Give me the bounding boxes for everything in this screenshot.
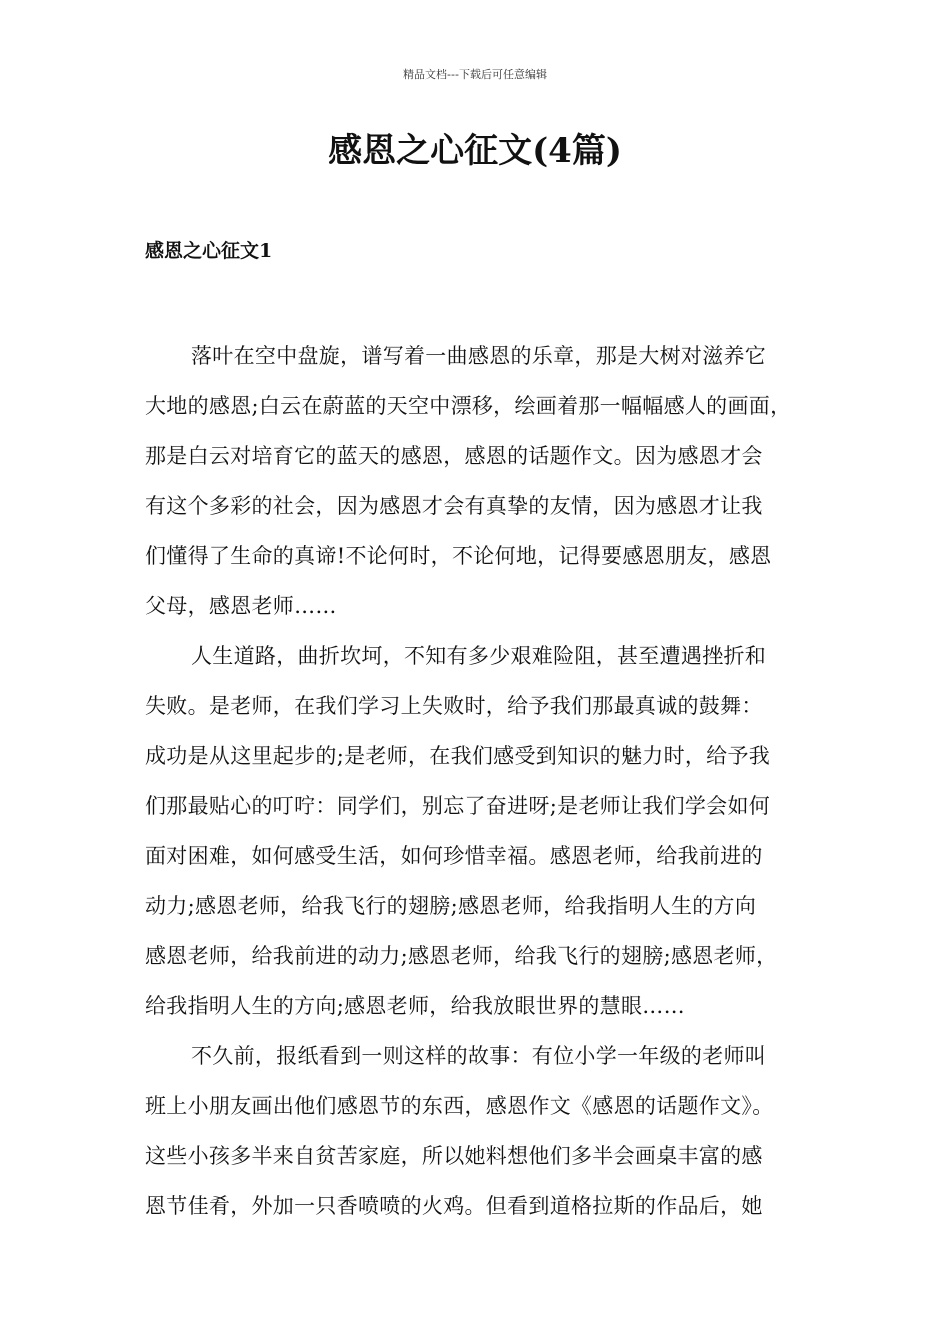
text-line: 感恩老师，给我前进的动力;感恩老师，给我飞行的翅膀;感恩老师， (145, 944, 778, 968)
text-line: 动力;感恩老师，给我飞行的翅膀;感恩老师，给我指明人生的方向 (145, 894, 757, 918)
text-line: 给我指明人生的方向;感恩老师，给我放眼世界的慧眼…… (145, 994, 685, 1018)
section-heading: 感恩之心征文1 (145, 240, 273, 262)
text-line: 大地的感恩;白云在蔚蓝的天空中漂移，绘画着那一幅幅感人的画面， (145, 394, 792, 418)
paragraph-1 (145, 331, 825, 631)
text-line: 成功是从这里起步的;是老师，在我们感受到知识的魅力时，给予我 (145, 744, 771, 768)
text-line: 父母，感恩老师…… (145, 594, 337, 618)
text-line: 们那最贴心的叮咛：同学们，别忘了奋进呀;是老师让我们学会如何 (145, 794, 771, 818)
text-line: 不久前，报纸看到一则这样的故事：有位小学一年级的老师叫 (191, 1044, 767, 1068)
text-line: 恩节佳肴，外加一只香喷喷的火鸡。但看到道格拉斯的作品后，她 (145, 1194, 763, 1218)
text-line: 面对困难，如何感受生活，如何珍惜幸福。感恩老师，给我前进的 (145, 844, 763, 868)
paragraph-3 (145, 1031, 825, 1231)
document-body (145, 331, 825, 1231)
header-note: 精品文档---下载后可任意编辑 (403, 68, 547, 81)
text-line: 有这个多彩的社会，因为感恩才会有真挚的友情，因为感恩才让我 (145, 494, 763, 518)
text-line: 落叶在空中盘旋，谱写着一曲感恩的乐章，那是大树对滋养它 (191, 344, 767, 368)
text-line: 那是白云对培育它的蓝天的感恩，感恩的话题作文。因为感恩才会 (145, 444, 763, 468)
paragraph-2 (145, 631, 825, 1031)
text-line: 这些小孩多半来自贫苦家庭，所以她料想他们多半会画桌丰富的感 (145, 1144, 763, 1168)
text-line: 失败。是老师，在我们学习上失败时，给予我们那最真诚的鼓舞： (145, 694, 763, 718)
text-line: 人生道路，曲折坎坷，不知有多少艰难险阻，甚至遭遇挫折和 (191, 644, 767, 668)
text-line: 班上小朋友画出他们感恩节的东西，感恩作文《感恩的话题作文》。 (145, 1094, 774, 1118)
document-title: 感恩之心征文(4篇) (328, 131, 622, 171)
text-line: 们懂得了生命的真谛!不论何时，不论何地，记得要感恩朋友，感恩 (145, 544, 772, 568)
